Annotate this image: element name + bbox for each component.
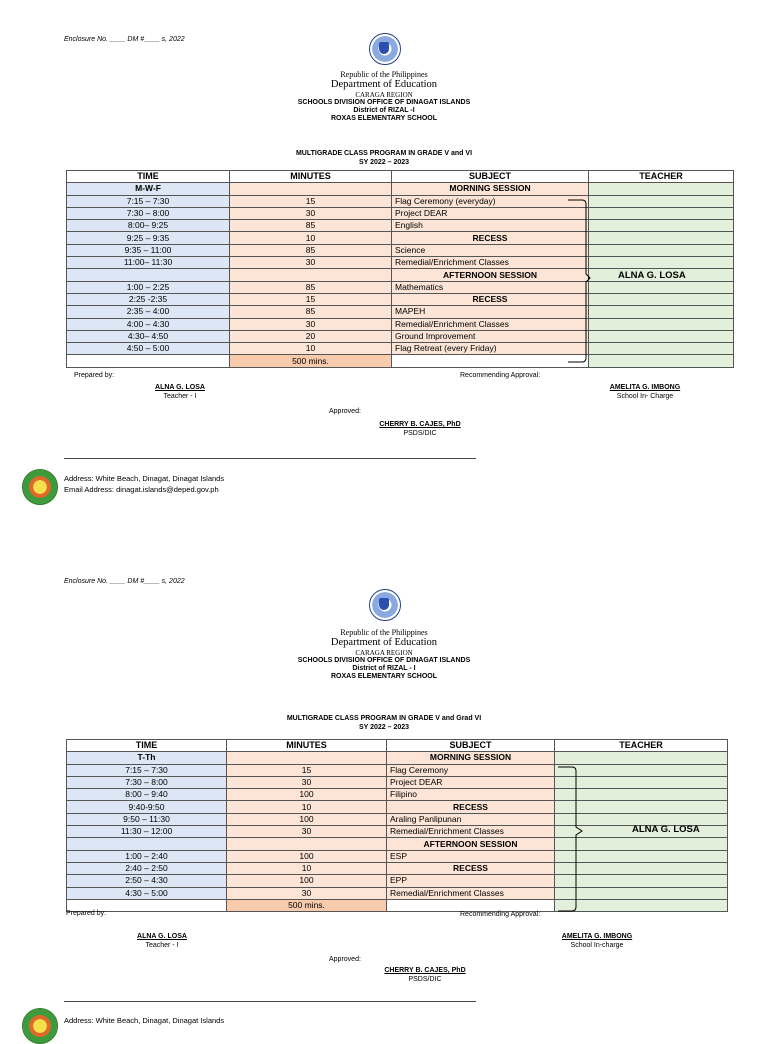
table-row [67, 330, 734, 342]
approved-label: Approved: [329, 956, 361, 963]
teacher-cell [589, 207, 734, 219]
time-cell [67, 838, 227, 850]
teacher-cell [589, 306, 734, 318]
days-cell: T-Th [67, 752, 227, 764]
subject-cell: MORNING SESSION [392, 183, 589, 195]
time-cell: 7:30 – 8:00 [67, 776, 227, 788]
table-row [67, 887, 728, 899]
division-line: SCHOOLS DIVISION OFFICE OF DINAGAT ISLANDS [297, 99, 471, 107]
prepared-title: Teacher - I [145, 942, 179, 950]
table-row [67, 220, 734, 232]
subject-cell: Araling Panlipunan [387, 813, 555, 825]
subject-cell: MAPEH [392, 306, 589, 318]
footer-contact [64, 1016, 224, 1027]
prepared-name: ALNA G. LOSA [137, 933, 187, 940]
prepared-signature [130, 383, 230, 402]
col-teacher: TEACHER [555, 740, 728, 752]
teacher-brace [556, 765, 586, 915]
approved-name: CHERRY B. CAJES, PhD [384, 967, 466, 974]
subject-cell: EPP [387, 875, 555, 887]
footer-divider [64, 458, 476, 459]
minutes-cell: 85 [230, 306, 392, 318]
table-row [67, 776, 728, 788]
time-cell: 2:35 – 4:00 [67, 306, 230, 318]
subject-cell: Project DEAR [392, 207, 589, 219]
department-line: Department of Education [330, 637, 438, 649]
teacher-cell [589, 183, 734, 195]
school-line: ROXAS ELEMENTARY SCHOOL [330, 115, 438, 123]
col-time: TIME [67, 171, 230, 183]
program-title-text: MULTIGRADE CLASS PROGRAM IN GRADE V and VI [295, 150, 473, 157]
table-header-row [67, 171, 734, 183]
district-line: District of RIZAL -I [353, 107, 415, 115]
subject-cell: MORNING SESSION [387, 752, 555, 764]
region-line: CARAGA REGION [355, 91, 413, 100]
time-cell: 4:30 – 5:00 [67, 887, 227, 899]
minutes-cell: 100 [227, 813, 387, 825]
minutes-cell: 30 [227, 776, 387, 788]
minutes-cell: 15 [230, 195, 392, 207]
table-row [67, 789, 728, 801]
recommending-name: AMELITA G. IMBONG [561, 933, 633, 940]
time-cell: 9:35 – 11:00 [67, 244, 230, 256]
prepared-label: Prepared by: [74, 372, 115, 379]
teacher-brace [566, 198, 596, 366]
time-cell: 1:00 – 2:25 [67, 281, 230, 293]
teacher-cell [589, 318, 734, 330]
subject-cell: Filipino [387, 789, 555, 801]
schedule-table [66, 170, 734, 368]
region-line: CARAGA REGION [355, 649, 413, 658]
col-subject: SUBJECT [387, 740, 555, 752]
prepared-title: Teacher - I [163, 393, 197, 401]
republic-line: Republic of the Philippines [340, 70, 428, 79]
school-line: ROXAS ELEMENTARY SCHOOL [330, 673, 438, 681]
table-row [67, 318, 734, 330]
col-teacher: TEACHER [589, 171, 734, 183]
table-row [67, 838, 728, 850]
subject-cell: RECESS [387, 862, 555, 874]
subject-cell: AFTERNOON SESSION [387, 838, 555, 850]
recommending-label: Recommending Approval: [460, 372, 541, 379]
subject-cell: Remedial/Enrichment Classes [392, 257, 589, 269]
table-row [67, 195, 734, 207]
time-cell: 2:40 – 2:50 [67, 862, 227, 874]
table-row [67, 293, 734, 305]
col-time: TIME [67, 740, 227, 752]
document-1 [0, 0, 768, 512]
time-cell: 2:50 – 4:30 [67, 875, 227, 887]
minutes-cell: 15 [230, 293, 392, 305]
approved-signature [365, 420, 475, 439]
time-cell: 11:00– 11:30 [67, 257, 230, 269]
prepared-name: ALNA G. LOSA [155, 384, 205, 391]
table-row [67, 207, 734, 219]
time-cell [67, 269, 230, 281]
subject-cell: English [392, 220, 589, 232]
teacher-cell [555, 752, 728, 764]
subject-cell: Remedial/Enrichment Classes [387, 887, 555, 899]
subject-cell: Remedial/Enrichment Classes [387, 826, 555, 838]
department-line: Department of Education [330, 79, 438, 91]
minutes-cell: 85 [230, 244, 392, 256]
minutes-cell: 15 [227, 764, 387, 776]
time-cell: 2:25 -2:35 [67, 293, 230, 305]
time-cell: 7:15 – 7:30 [67, 764, 227, 776]
subject-cell: Remedial/Enrichment Classes [392, 318, 589, 330]
footer-contact [64, 474, 224, 495]
school-year: SY 2022 – 2023 [358, 723, 410, 731]
subject-cell: Flag Ceremony [387, 764, 555, 776]
teacher-cell [589, 195, 734, 207]
time-cell: 11:30 – 12:00 [67, 826, 227, 838]
table-row [67, 752, 728, 764]
teacher-cell [589, 281, 734, 293]
teacher-cell [589, 232, 734, 244]
time-cell: 9:25 – 9:35 [67, 232, 230, 244]
address: Address: White Beach, Dinagat, Dinagat Islands [64, 474, 225, 483]
minutes-cell: 30 [227, 826, 387, 838]
recommending-title: School In- Charge [616, 393, 674, 401]
time-cell: 9:40-9:50 [67, 801, 227, 813]
minutes-cell [227, 838, 387, 850]
subject-cell: RECESS [387, 801, 555, 813]
subject-cell: RECESS [392, 232, 589, 244]
subject-cell: ESP [387, 850, 555, 862]
minutes-cell: 10 [227, 801, 387, 813]
total-row [67, 899, 728, 911]
address: Address: White Beach, Dinagat, Dinagat Islands [64, 1016, 225, 1025]
table-row [67, 232, 734, 244]
table-row [67, 306, 734, 318]
minutes-cell: 30 [230, 207, 392, 219]
total-minutes: 500 mins. [230, 355, 392, 367]
table-row [67, 281, 734, 293]
minutes-cell: 10 [230, 232, 392, 244]
time-cell: 8:00– 9:25 [67, 220, 230, 232]
deped-seal-icon [369, 33, 401, 65]
deped-seal-icon [369, 589, 401, 621]
table-row [67, 813, 728, 825]
time-cell: 1:00 – 2:40 [67, 850, 227, 862]
minutes-cell [227, 752, 387, 764]
subject-cell: RECESS [392, 293, 589, 305]
prepared-signature [112, 932, 212, 951]
col-minutes: MINUTES [227, 740, 387, 752]
time-cell [67, 355, 230, 367]
letterhead [0, 70, 768, 123]
schedule-table [66, 739, 728, 912]
minutes-cell: 30 [227, 887, 387, 899]
time-cell: 9:50 – 11:30 [67, 813, 227, 825]
recommending-label: Recommending Approval: [460, 911, 541, 918]
minutes-cell: 10 [230, 343, 392, 355]
program-title [0, 715, 768, 733]
total-minutes: 500 mins. [227, 899, 387, 911]
minutes-cell: 100 [227, 850, 387, 862]
recommending-name: AMELITA G. IMBONG [609, 384, 681, 391]
district-line: District of RIZAL - I [352, 665, 416, 673]
approved-name: CHERRY B. CAJES, PhD [379, 421, 461, 428]
division-logo-icon [22, 469, 58, 505]
table-row [67, 343, 734, 355]
recommending-title: School In-charge [570, 942, 624, 950]
days-cell: M-W-F [67, 183, 230, 195]
minutes-cell: 100 [227, 875, 387, 887]
prepared-label: Prepared by: [66, 910, 107, 917]
program-title-text: MULTIGRADE CLASS PROGRAM IN GRADE V and Grad VI [286, 715, 482, 722]
table-row [67, 183, 734, 195]
approved-title: PSDS/DIC [408, 976, 442, 984]
subject-cell [392, 355, 589, 367]
table-row [67, 257, 734, 269]
division-line: SCHOOLS DIVISION OFFICE OF DINAGAT ISLANDS [297, 657, 471, 665]
subject-cell: Project DEAR [387, 776, 555, 788]
minutes-cell: 20 [230, 330, 392, 342]
teacher-cell [589, 343, 734, 355]
recommending-signature [537, 932, 657, 951]
col-subject: SUBJECT [392, 171, 589, 183]
minutes-cell: 85 [230, 220, 392, 232]
footer-divider [64, 1001, 476, 1002]
minutes-cell [230, 183, 392, 195]
minutes-cell: 85 [230, 281, 392, 293]
time-cell: 7:30 – 8:00 [67, 207, 230, 219]
recommending-signature [585, 383, 705, 402]
table-row [67, 875, 728, 887]
teacher-cell [589, 257, 734, 269]
program-title [0, 150, 768, 168]
col-minutes: MINUTES [230, 171, 392, 183]
subject-cell [387, 899, 555, 911]
teacher-cell [589, 293, 734, 305]
subject-cell: Ground Improvement [392, 330, 589, 342]
subject-cell: Science [392, 244, 589, 256]
time-cell: 4:00 – 4:30 [67, 318, 230, 330]
table-row [67, 764, 728, 776]
document-2 [0, 512, 768, 1024]
minutes-cell: 100 [227, 789, 387, 801]
subject-cell: AFTERNOON SESSION [392, 269, 589, 281]
minutes-cell: 10 [227, 862, 387, 874]
time-cell: 8:00 – 9:40 [67, 789, 227, 801]
approved-label: Approved: [329, 408, 361, 415]
email: Email Address: dinagat.islands@deped.gov.ph [64, 484, 219, 494]
teacher-name: ALNA G. LOSA [618, 270, 686, 281]
table-row [67, 862, 728, 874]
table-header-row [67, 740, 728, 752]
approved-signature [370, 966, 480, 985]
table-row [67, 850, 728, 862]
minutes-cell: 30 [230, 318, 392, 330]
teacher-cell [589, 244, 734, 256]
minutes-cell [230, 269, 392, 281]
enclosure-line: Enclosure No. ____ DM #____ s, 2022 [64, 578, 185, 585]
teacher-cell [589, 220, 734, 232]
enclosure-line: Enclosure No. ____ DM #____ s, 2022 [64, 36, 185, 43]
table-row [67, 801, 728, 813]
time-cell: 4:50 – 5:00 [67, 343, 230, 355]
teacher-cell [589, 330, 734, 342]
subject-cell: Mathematics [392, 281, 589, 293]
subject-cell: Flag Ceremony (everyday) [392, 195, 589, 207]
time-cell: 4:30– 4:50 [67, 330, 230, 342]
teacher-name: ALNA G. LOSA [632, 824, 700, 835]
division-logo-icon [22, 1008, 58, 1044]
school-year: SY 2022 – 2023 [358, 158, 410, 166]
letterhead [0, 628, 768, 681]
approved-title: PSDS/DIC [403, 430, 437, 438]
total-row [67, 355, 734, 367]
republic-line: Republic of the Philippines [340, 628, 428, 637]
teacher-cell [589, 355, 734, 367]
minutes-cell: 30 [230, 257, 392, 269]
time-cell: 7:15 – 7:30 [67, 195, 230, 207]
table-row [67, 244, 734, 256]
table-row [67, 826, 728, 838]
subject-cell: Flag Retreat (every Friday) [392, 343, 589, 355]
